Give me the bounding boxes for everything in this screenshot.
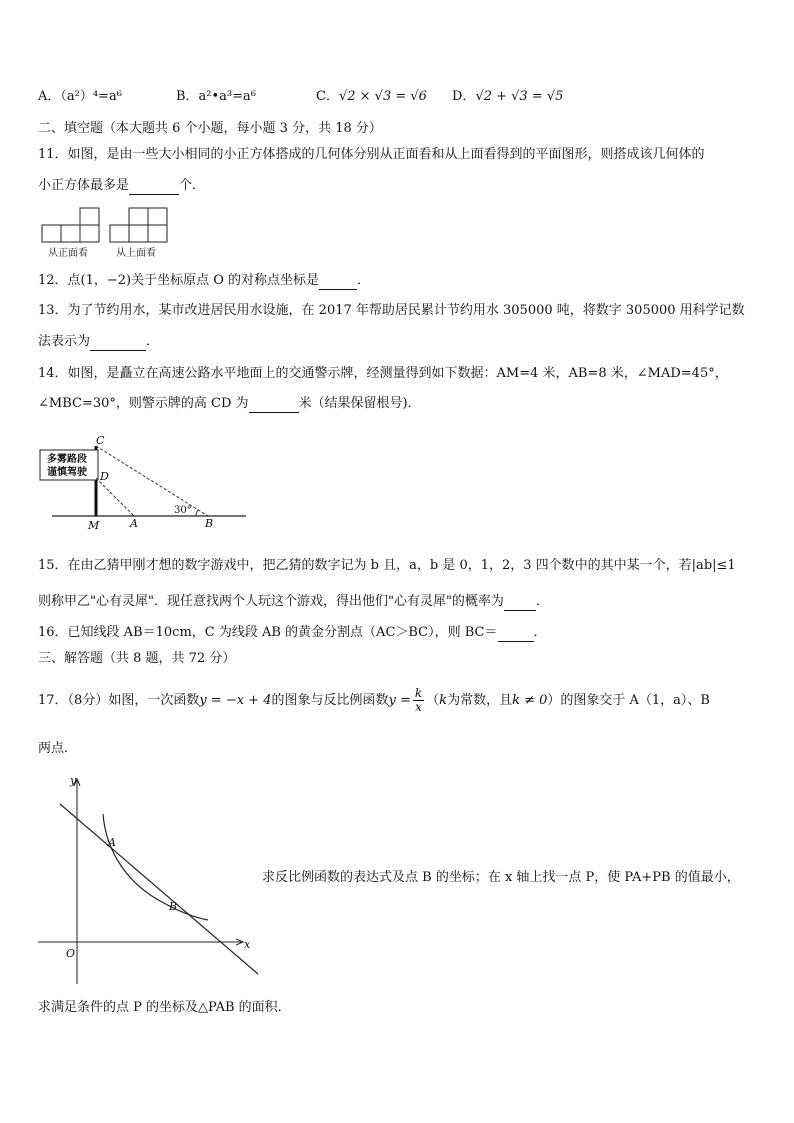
q11-prefix: 小正方体最多是 xyxy=(38,178,130,193)
label-d: D xyxy=(100,470,109,483)
q13-suffix: ． xyxy=(146,334,160,349)
label-point-b: B xyxy=(169,900,178,913)
label-y-axis: y xyxy=(70,774,77,787)
q16-line xyxy=(38,625,547,642)
q17-side-text: 求反比例函数的表达式及点 B 的坐标；在 x 轴上找一点 P，使 PA+PB 的值最小， xyxy=(262,870,740,885)
q15-line1: 15．在由乙猜甲刚才想的数字游戏中，把乙猜的数字记为 b 且，a，b 是 0，1，2，3 四个数中的其中某一个，若|ab|≤1 xyxy=(38,558,736,573)
q11-answer-blank[interactable] xyxy=(129,178,179,195)
q14-suffix: 米（结果保留根号)． xyxy=(298,396,421,411)
q17-part1: 17．（8分）如图，一次函数 xyxy=(38,693,200,708)
q14-prefix: ∠MBC=30°，则警示牌的高 CD 为 xyxy=(38,396,249,411)
section3-header: 三、解答题（共 8 题，共 72 分） xyxy=(38,651,236,666)
q14-line2 xyxy=(38,396,421,413)
q13-line2 xyxy=(38,334,159,351)
q13-prefix: 法表示为 xyxy=(38,334,91,349)
option-c-label: C． xyxy=(316,89,339,104)
q16-suffix: ． xyxy=(533,625,547,640)
front-view xyxy=(42,208,99,242)
top-view xyxy=(110,208,167,242)
q14-line1: 14．如图，是矗立在高速公路水平地面上的交通警示牌，经测量得到如下数据：AM=4 米，AB=8 米，∠MAD=45°， xyxy=(38,366,728,381)
q11-line2 xyxy=(38,178,205,195)
q17-last-line: 求满足条件的点 P 的坐标及△PAB 的面积． xyxy=(38,1000,291,1015)
label-c: C xyxy=(96,434,105,447)
option-c xyxy=(316,89,427,105)
label-origin: O xyxy=(66,947,76,960)
sign-text-2: 谨慎驾驶 xyxy=(47,467,87,478)
q12-answer-blank[interactable] xyxy=(319,273,357,290)
option-d-label: D． xyxy=(452,89,476,104)
option-b: B．a²•a³=a⁶ xyxy=(176,89,256,104)
q17-k: k xyxy=(439,693,448,708)
q17-part2: 的图象与反比例函数 xyxy=(271,693,389,708)
linear-function-line xyxy=(60,804,258,974)
q12-suffix: ． xyxy=(357,273,371,288)
q17-part3: （ xyxy=(426,693,440,708)
q16-answer-blank[interactable] xyxy=(498,625,534,642)
q17-frac-num: k xyxy=(414,686,423,700)
option-d-expr: √2 + √3 = √5 xyxy=(475,89,564,104)
q14-sign-figure xyxy=(38,432,250,534)
q11-line1: 11．如图，是由一些大小相同的小正方体搭成的几何体分别从正面看和从上面看得到的平面图形，则搭成该几何体的 xyxy=(38,147,705,162)
sign-text-1: 多雾路段 xyxy=(47,454,87,465)
label-front-view: 从正面看 xyxy=(48,248,88,259)
q17-linear-func: y = −x + 4 xyxy=(199,693,272,708)
q13-line1: 13．为了节约用水，某市改进居民用水设施，在 2017 年帮助居民累计节约用水 305000 吨，将数字 305000 用科学记数 xyxy=(38,303,745,318)
q11-suffix: 个． xyxy=(179,178,206,193)
label-x-axis: x xyxy=(244,938,251,951)
line-da xyxy=(96,478,134,516)
q12-text: 12．点(1，−2)关于坐标原点 O 的对称点坐标是 xyxy=(38,273,320,288)
q12-line xyxy=(38,273,370,290)
q15-answer-blank[interactable] xyxy=(504,594,536,611)
q17-line1 xyxy=(38,686,710,716)
option-c-expr: √2 × √3 = √6 xyxy=(338,89,427,104)
q17-line2: 两点． xyxy=(38,741,78,756)
q14-answer-blank[interactable] xyxy=(249,396,299,413)
option-a: A．（a²）⁴=a⁶ xyxy=(38,89,122,104)
q17-condition: k ≠ 0 xyxy=(512,693,548,708)
label-angle: 30° xyxy=(174,505,192,516)
q15-suffix: ． xyxy=(535,594,549,609)
q15-line2 xyxy=(38,594,549,611)
label-point-a: A xyxy=(108,836,116,849)
section2-header: 二、填空题（本大题共 6 个小题，每小题 3 分，共 18 分） xyxy=(38,121,382,136)
label-b: B xyxy=(205,517,214,530)
q17-graph xyxy=(30,772,260,992)
option-d xyxy=(452,89,563,105)
q17-inverse-lhs: y = xyxy=(388,693,411,708)
q13-answer-blank[interactable] xyxy=(90,334,146,351)
angle-arc xyxy=(196,510,198,516)
label-top-view: 从上面看 xyxy=(116,248,156,259)
q16-text: 16．已知线段 AB＝10cm，C 为线段 AB 的黄金分割点（AC＞BC），则 BC＝ xyxy=(38,625,498,640)
q17-part4: 为常数，且 xyxy=(447,693,513,708)
q15-prefix: 则称甲乙"心有灵犀"．现任意找两个人玩这个游戏，得出他们"心有灵犀"的概率为 xyxy=(38,594,504,609)
q17-frac-den: x xyxy=(415,700,422,714)
hyperbola-curve xyxy=(103,814,208,920)
q17-part5: ）的图象交于 A（1，a）、B xyxy=(547,693,710,708)
label-m: M xyxy=(88,519,100,532)
q11-views-figure xyxy=(40,202,180,260)
label-a: A xyxy=(130,517,138,530)
q17-fraction xyxy=(413,687,424,714)
